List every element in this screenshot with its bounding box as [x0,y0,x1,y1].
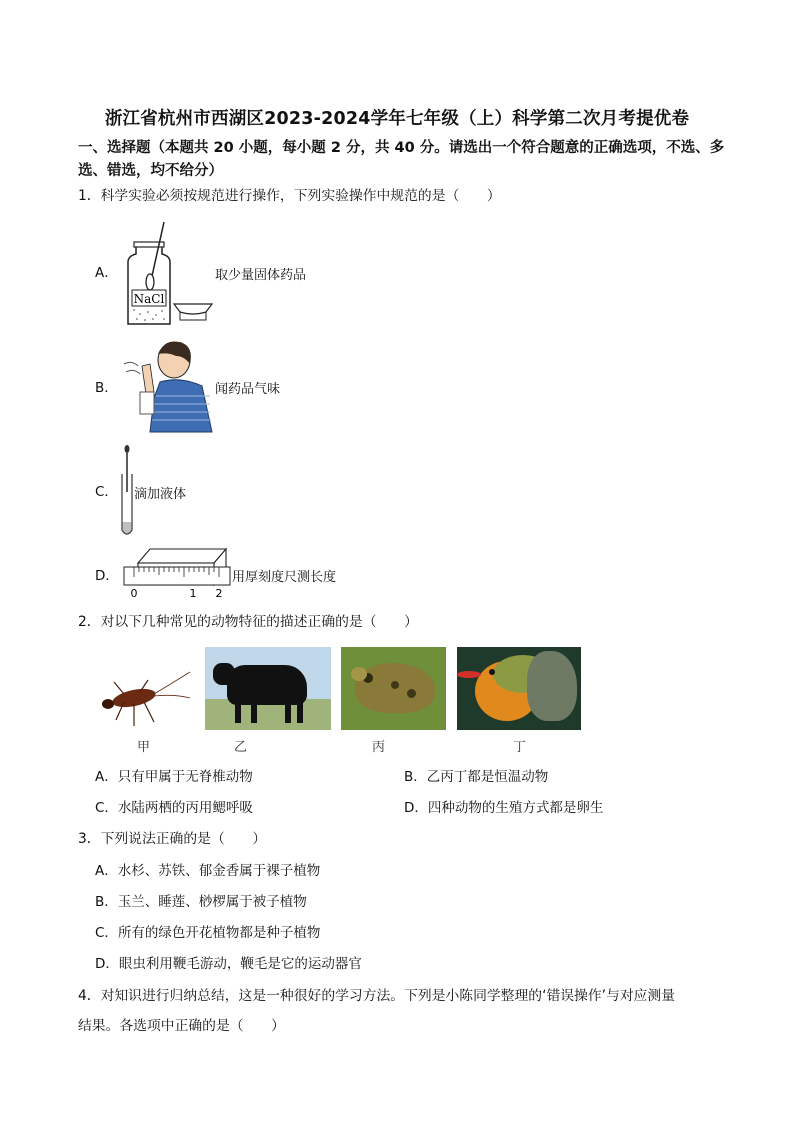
q1-option-a-text: 取少量固体药品 [215,268,307,283]
question-1-stem: 1．科学实验必须按规范进行操作，下列实验操作中规范的是（ ） [78,188,501,204]
q1-option-d-letter: D． [95,568,119,584]
q2-option-a: A．只有甲属于无脊椎动物 [95,769,253,785]
ruler-tick-1: 1 [189,587,197,599]
q1-option-d-text: 用厚刻度尺测长度 [232,570,337,585]
q3-option-d: D．眼虫利用鞭毛游动，鞭毛是它的运动器官 [95,956,362,972]
caption-ding: 丁 [513,740,527,755]
section-heading: 一、选择题（本题共 20 小题，每小题 2 分，共 40 分。请选出一个符合题意的正确选项，不选、多选、错选，均不给分） [78,140,725,179]
nacl-label: NaCl [133,292,165,306]
q1-option-b-letter: B． [95,380,118,396]
thick-ruler-figure [122,545,234,599]
reagent-bottle-figure [118,220,218,330]
q1-option-c-text: 滴加液体 [134,487,187,502]
caption-yi: 乙 [234,740,248,755]
q2-option-d: D．四种动物的生殖方式都是卵生 [404,800,604,816]
page-title: 浙江省杭州市西湖区2023-2024学年七年级（上）科学第二次月考提优卷 [104,109,690,129]
bird-image [457,647,581,730]
caption-jia: 甲 [137,740,151,755]
q1-option-a-letter: A． [95,265,118,281]
frog-image [341,647,446,730]
q2-option-b: B．乙丙丁都是恒温动物 [404,769,549,785]
q1-option-c-letter: C． [95,484,118,500]
ruler-tick-2: 2 [215,587,223,599]
q1-option-b-text: 闻药品气味 [215,382,281,397]
question-3-stem: 3．下列说法正确的是（ ） [78,831,267,847]
caption-bing: 丙 [372,740,386,755]
cockroach-image [94,668,194,730]
q3-option-b: B．玉兰、睡莲、桫椤属于被子植物 [95,894,307,910]
question-4-stem-line1: 4．对知识进行归纳总结，这是一种很好的学习方法。下列是小陈同学整理的‘错误操作’与对应测量 [78,988,676,1004]
smelling-student-figure [120,338,215,436]
question-4-stem-line2: 结果。各选项中正确的是（ ） [78,1018,285,1034]
ruler-tick-0: 0 [130,587,138,599]
q2-option-c: C．水陆两栖的丙用鳃呼吸 [95,800,253,816]
q3-option-a: A．水杉、苏铁、郁金香属于裸子植物 [95,863,321,879]
bull-image [205,647,331,730]
question-2-stem: 2．对以下几种常见的动物特征的描述正确的是（ ） [78,614,418,630]
q3-option-c: C．所有的绿色开花植物都是种子植物 [95,925,321,941]
